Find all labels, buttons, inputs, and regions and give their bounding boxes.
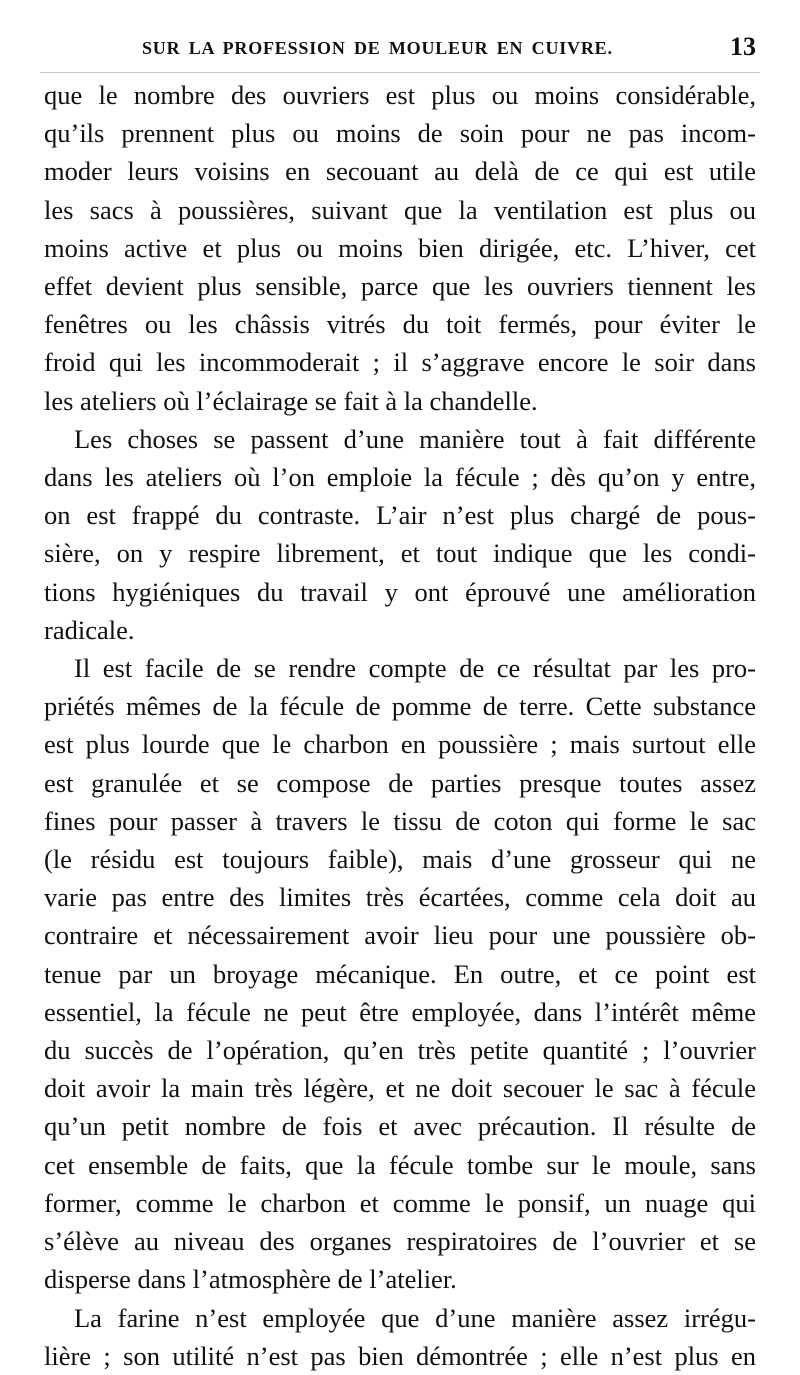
paragraph-2 — [44, 420, 756, 649]
text-line: doit avoir la main très légère, et ne doit secouer le sac à fécule — [44, 1073, 756, 1104]
text-line: Les choses se passent d’une manière tout à fait différente — [74, 423, 756, 454]
text-line: froid qui les incommoderait ; il s’aggrave encore le soir dans — [44, 347, 756, 378]
text-line: Il est facile de se rendre compte de ce résultat par les pro- — [74, 653, 756, 684]
text-line: tenue par un broyage mécanique. En outre, et ce point est — [44, 958, 756, 989]
text-line: moins active et plus ou moins bien dirigée, etc. L’hiver, cet — [44, 232, 756, 263]
text-line: s’élève au niveau des organes respiratoires de l’ouvrier et se — [44, 1226, 756, 1257]
text-line: fenêtres ou les châssis vitrés du toit fermés, pour éviter le — [44, 309, 756, 340]
text-line: varie pas entre des limites très écartées, comme cela doit au — [44, 882, 756, 913]
text-line: on est frappé du contraste. L’air n’est plus chargé de pous- — [44, 500, 756, 531]
text-line: est granulée et se compose de parties presque toutes assez — [44, 767, 756, 798]
text-line: La farine n’est employée que d’une manière assez irrégu- — [74, 1302, 756, 1333]
text-line: essentiel, la fécule ne peut être employée, dans l’intérêt même — [44, 996, 756, 1027]
paragraph-4 — [44, 1299, 756, 1375]
text-line: moder leurs voisins en secouant au delà de ce qui est utile — [44, 156, 756, 187]
text-line: (le résidu est toujours faible), mais d’une grosseur qui ne — [44, 844, 756, 875]
text-line: effet devient plus sensible, parce que les ouvriers tiennent les — [44, 271, 756, 302]
running-title: SUR LA PROFESSION DE MOULEUR EN CUIVRE. — [142, 38, 613, 58]
text-line: que le nombre des ouvriers est plus ou moins considérable, — [44, 80, 756, 110]
text-line: les sacs à poussières, suivant que la ventilation est plus ou — [44, 194, 756, 225]
text-line: tions hygiéniques du travail y ont éprouvé une amélioration — [44, 576, 756, 607]
text-line: qu’ils prennent plus ou moins de soin pour ne pas incom- — [44, 118, 756, 149]
running-header — [40, 32, 760, 73]
text-line: les ateliers où l’éclairage se fait à la chandelle. — [44, 385, 538, 416]
text-line: dans les ateliers où l’on emploie la fécule ; dès qu’on y entre, — [44, 462, 756, 493]
text-line: lière ; son utilité n’est pas bien démontrée ; elle n’est plus en — [44, 1340, 756, 1371]
page-number: 13 — [730, 32, 756, 61]
text-line: qu’un petit nombre de fois et avec précaution. Il résulte de — [44, 1111, 756, 1142]
text-line: cet ensemble de faits, que la fécule tombe sur le moule, sans — [44, 1149, 756, 1180]
text-line: contraire et nécessairement avoir lieu pour une poussière ob- — [44, 920, 756, 951]
text-line: radicale. — [44, 614, 135, 645]
text-line: fines pour passer à travers le tissu de coton qui forme le sac — [44, 805, 756, 836]
text-line: du succès de l’opération, qu’en très petite quantité ; l’ouvrier — [44, 1035, 756, 1066]
text-line: priétés mêmes de la fécule de pomme de terre. Cette substance — [44, 691, 756, 722]
paragraph-3 — [44, 649, 756, 1298]
text-line: former, comme le charbon et comme le ponsif, un nuage qui — [44, 1187, 756, 1218]
text-line: est plus lourde que le charbon en poussière ; mais surtout elle — [44, 729, 756, 760]
paragraph-1 — [44, 76, 756, 420]
text-line: disperse dans l’atmosphère de l’atelier. — [44, 1264, 457, 1295]
body-text — [44, 76, 756, 1375]
text-line: sière, on y respire librement, et tout indique que les condi- — [44, 538, 756, 569]
